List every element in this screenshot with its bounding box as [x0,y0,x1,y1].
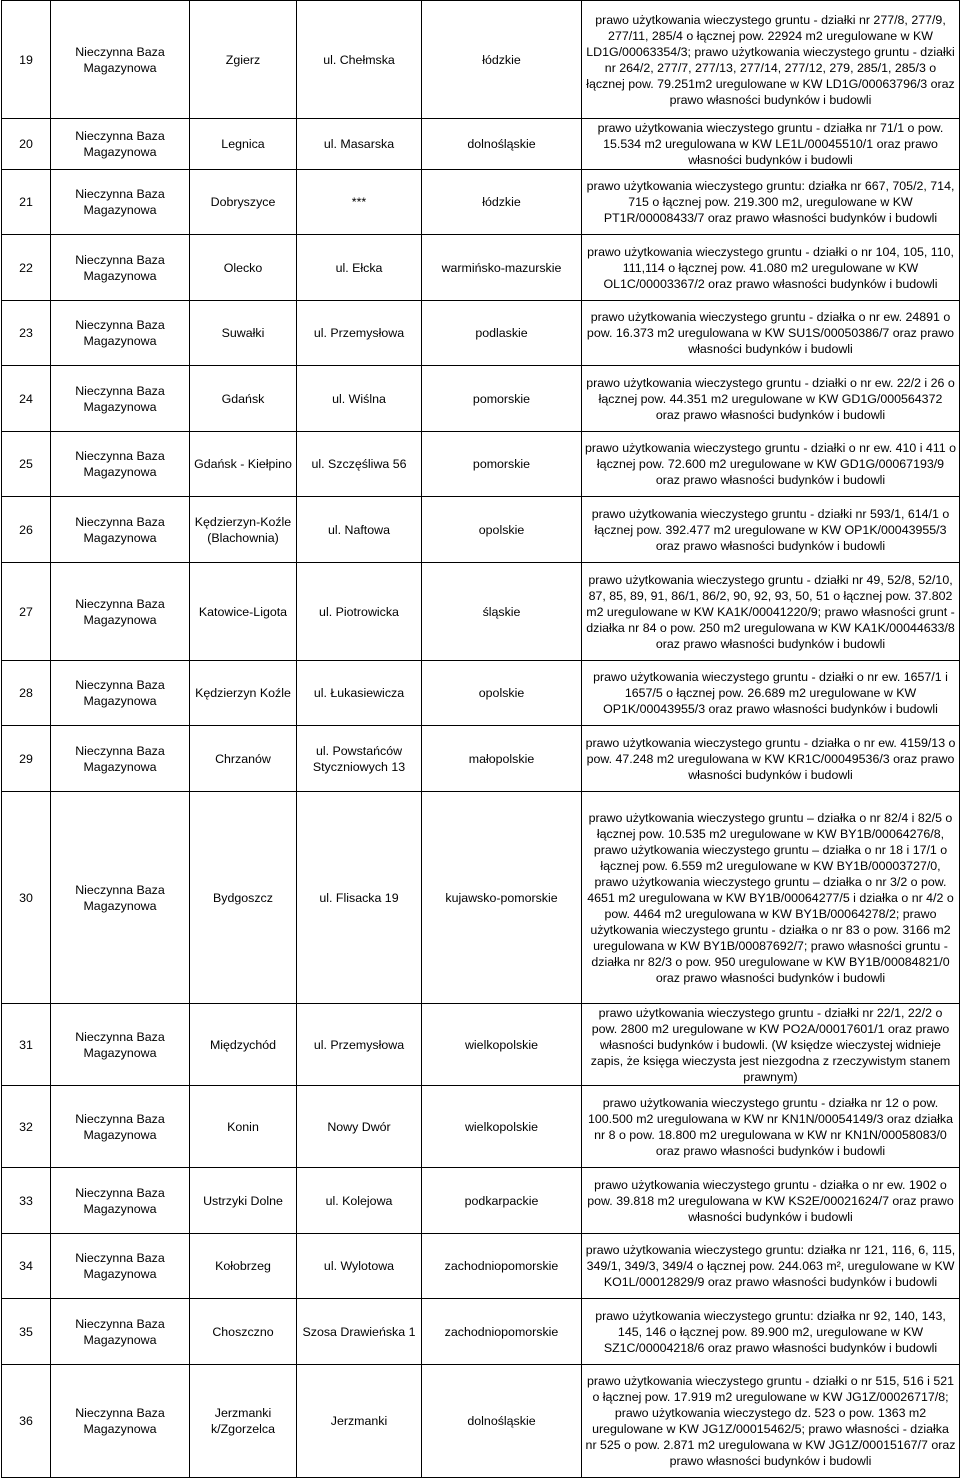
voivodeship-cell: łódzkie [422,170,582,235]
land-rights-description: prawo użytkowania wieczystego gruntu: działka nr 121, 116, 6, 115, 349/1, 349/3, 349/4 o łącznej pow. 244.063 m², uregulowane w KW KO1L/00012829/9 oraz prawo własności budynków i budowli [582,1234,960,1299]
voivodeship-cell: podlaskie [422,301,582,366]
table-row [2,1234,960,1299]
street-cell: Nowy Dwór [297,1086,422,1168]
land-rights-description: prawo użytkowania wieczystego gruntu - działki o nr ew. 22/2 i 26 o łącznej pow. 44.351 m2 uregulowane w KW GD1G/000564372 oraz prawo własności budynków i budowli [582,366,960,432]
property-name: Nieczynna Baza Magazynowa [51,661,190,726]
city-cell: Dobryszyce [190,170,297,235]
property-name: Nieczynna Baza Magazynowa [51,235,190,301]
city-cell: Kędzierzyn Koźle [190,661,297,726]
property-table-body [2,1,960,1478]
row-number: 22 [2,235,51,301]
row-number: 35 [2,1299,51,1365]
table-row [2,1299,960,1365]
table-row [2,301,960,366]
city-cell: Legnica [190,119,297,170]
property-name: Nieczynna Baza Magazynowa [51,301,190,366]
voivodeship-cell: dolnośląskie [422,119,582,170]
land-rights-description: prawo użytkowania wieczystego gruntu - działki o nr 515, 516 i 521 o łącznej pow. 17.919 m2 uregulowane w KW JG1Z/00026717/8; prawo użytkowania wieczystego dz. 523 o pow. 1363 m2 uregulowane w KW JG1Z/00015462/5; prawo własności - działka nr 525 o pow. 2.871 m2 uregulowana w KW JG1Z/00015167/7 oraz prawo własności budynków i budowli [582,1365,960,1478]
row-number: 25 [2,432,51,497]
row-number: 32 [2,1086,51,1168]
land-rights-description: prawo użytkowania wieczystego gruntu - działki o nr ew. 1657/1 i 1657/5 o łącznej pow. 26.689 m2 uregulowane w KW OP1K/00043955/3 oraz prawo własności budynków i budowli [582,661,960,726]
table-row [2,432,960,497]
street-cell: ul. Wylotowa [297,1234,422,1299]
property-table [1,0,960,1478]
city-cell: Katowice-Ligota [190,563,297,661]
city-cell: Kołobrzeg [190,1234,297,1299]
row-number: 33 [2,1168,51,1234]
street-cell: ul. Powstańców Styczniowych 13 [297,726,422,792]
voivodeship-cell: opolskie [422,497,582,563]
voivodeship-cell: dolnośląskie [422,1365,582,1478]
voivodeship-cell: podkarpackie [422,1168,582,1234]
street-cell: ul. Kolejowa [297,1168,422,1234]
row-number: 23 [2,301,51,366]
property-name: Nieczynna Baza Magazynowa [51,432,190,497]
city-cell: Choszczno [190,1299,297,1365]
row-number: 28 [2,661,51,726]
table-row [2,1004,960,1086]
land-rights-description: prawo użytkowania wieczystego gruntu – działka o nr 82/4 i 82/5 o łącznej pow. 10.535 m2 uregulowane w KW BY1B/00064276/8, prawo użytkowania wieczystego gruntu – działka o nr 18 i 17/1 o łącznej pow. 6.559 m2 uregulowane w KW BY1B/00003727/0, prawo użytkowania wieczystego gruntu – działka o nr 3/2 o pow. 4651 m2 uregulowana w KW BY1B/00064277/5 i działka o nr 4/2 o pow. 4464 m2 uregulowana w KW BY1B/00064278/2; prawo użytkowania wieczystego gruntu - działka o nr 83 o pow. 3166 m2 uregulowana w KW BY1B/00087692/7; prawo własności gruntu - działka nr 82/3 o pow. 950 uregulowane w KW BY1B/00084821/0 oraz prawo własności budynków i budowli [582,792,960,1004]
city-cell: Konin [190,1086,297,1168]
city-cell: Gdańsk [190,366,297,432]
property-name: Nieczynna Baza Magazynowa [51,1086,190,1168]
voivodeship-cell: śląskie [422,563,582,661]
table-row [2,366,960,432]
property-name: Nieczynna Baza Magazynowa [51,1365,190,1478]
land-rights-description: prawo użytkowania wieczystego gruntu - działka nr 71/1 o pow. 15.534 m2 uregulowana w KW LE1L/00045510/1 oraz prawo własności budynków i budowli [582,119,960,170]
table-row [2,119,960,170]
city-cell: Suwałki [190,301,297,366]
row-number: 20 [2,119,51,170]
property-name: Nieczynna Baza Magazynowa [51,563,190,661]
voivodeship-cell: pomorskie [422,366,582,432]
row-number: 30 [2,792,51,1004]
row-number: 34 [2,1234,51,1299]
street-cell: ul. Szczęśliwa 56 [297,432,422,497]
city-cell: Kędzierzyn-Koźle (Blachownia) [190,497,297,563]
land-rights-description: prawo użytkowania wieczystego gruntu - działki nr 22/1, 22/2 o pow. 2800 m2 uregulowane w KW PO2A/00017601/1 oraz prawo własności budynków i budowli. (W księdze wieczystej widnieje zapis, że księga wieczysta jest niezgodna z rzeczywistym stanem prawnym) [582,1004,960,1086]
land-rights-description: prawo użytkowania wieczystego gruntu - działki o nr 104, 105, 110, 111,114 o łącznej pow. 41.080 m2 uregulowane w KW OL1C/00003367/2 oraz prawo własności budynków i budowli [582,235,960,301]
property-name: Nieczynna Baza Magazynowa [51,119,190,170]
table-row [2,1365,960,1478]
table-row [2,170,960,235]
city-cell: Bydgoszcz [190,792,297,1004]
voivodeship-cell: pomorskie [422,432,582,497]
land-rights-description: prawo użytkowania wieczystego gruntu - działki o nr ew. 410 i 411 o łącznej pow. 72.600 m2 uregulowane w KW GD1G/00067193/9 oraz prawo własności budynków i budowli [582,432,960,497]
land-rights-description: prawo użytkowania wieczystego gruntu - działka o nr ew. 24891 o pow. 16.373 m2 uregulowana w KW SU1S/00050386/7 oraz prawo własności budynków i budowli [582,301,960,366]
voivodeship-cell: małopolskie [422,726,582,792]
table-row [2,661,960,726]
row-number: 36 [2,1365,51,1478]
table-row [2,1168,960,1234]
property-name: Nieczynna Baza Magazynowa [51,1004,190,1086]
street-cell: ul. Naftowa [297,497,422,563]
street-cell: ul. Piotrowicka [297,563,422,661]
land-rights-description: prawo użytkowania wieczystego gruntu: działka nr 92, 140, 143, 145, 146 o łącznej pow. 89.900 m2, uregulowane w KW SZ1C/00004218/6 oraz prawo własności budynków i budowli [582,1299,960,1365]
property-name: Nieczynna Baza Magazynowa [51,1299,190,1365]
property-name: Nieczynna Baza Magazynowa [51,1168,190,1234]
row-number: 29 [2,726,51,792]
property-name: Nieczynna Baza Magazynowa [51,792,190,1004]
property-name: Nieczynna Baza Magazynowa [51,1,190,119]
property-name: Nieczynna Baza Magazynowa [51,1234,190,1299]
row-number: 31 [2,1004,51,1086]
row-number: 19 [2,1,51,119]
table-row [2,563,960,661]
property-name: Nieczynna Baza Magazynowa [51,170,190,235]
street-cell: ul. Wiślna [297,366,422,432]
street-cell: Szosa Drawieńska 1 [297,1299,422,1365]
land-rights-description: prawo użytkowania wieczystego gruntu - działka o nr ew. 1902 o pow. 39.818 m2 uregulowana w KW KS2E/00021624/7 oraz prawo własności budynków i budowli [582,1168,960,1234]
land-rights-description: prawo użytkowania wieczystego gruntu: działka nr 667, 705/2, 714, 715 o łącznej pow. 219.300 m2, uregulowane w KW PT1R/00008433/7 oraz prawo własności budynków i budowli [582,170,960,235]
row-number: 26 [2,497,51,563]
land-rights-description: prawo użytkowania wieczystego gruntu - działka o nr ew. 4159/13 o pow. 47.248 m2 uregulowana w KW KR1C/00049536/3 oraz prawo własności budynków i budowli [582,726,960,792]
table-row [2,792,960,1004]
street-cell: ul. Masarska [297,119,422,170]
street-cell: ul. Flisacka 19 [297,792,422,1004]
table-row [2,235,960,301]
city-cell: Chrzanów [190,726,297,792]
table-row [2,497,960,563]
voivodeship-cell: warmińsko-mazurskie [422,235,582,301]
property-name: Nieczynna Baza Magazynowa [51,366,190,432]
table-row [2,1086,960,1168]
street-cell: ul. Przemysłowa [297,1004,422,1086]
voivodeship-cell: zachodniopomorskie [422,1299,582,1365]
row-number: 27 [2,563,51,661]
city-cell: Olecko [190,235,297,301]
city-cell: Gdańsk - Kiełpino [190,432,297,497]
property-name: Nieczynna Baza Magazynowa [51,726,190,792]
voivodeship-cell: wielkopolskie [422,1086,582,1168]
voivodeship-cell: łódzkie [422,1,582,119]
street-cell: ul. Łukasiewicza [297,661,422,726]
city-cell: Zgierz [190,1,297,119]
land-rights-description: prawo użytkowania wieczystego gruntu - działki nr 49, 52/8, 52/10, 87, 85, 89, 91, 86/1, 86/2, 90, 92, 93, 50, 51 o łącznej pow. 37.802 m2 uregulowane w KW KA1K/00041220/9; prawo własności grunt - działka nr 84 o pow. 250 m2 uregulowana w KW KA1K/00044633/8 oraz prawo własności budynków i budowli [582,563,960,661]
property-name: Nieczynna Baza Magazynowa [51,497,190,563]
street-cell: *** [297,170,422,235]
city-cell: Jerzmanki k/Zgorzelca [190,1365,297,1478]
row-number: 21 [2,170,51,235]
table-row [2,726,960,792]
voivodeship-cell: opolskie [422,661,582,726]
street-cell: Jerzmanki [297,1365,422,1478]
city-cell: Międzychód [190,1004,297,1086]
voivodeship-cell: kujawsko-pomorskie [422,792,582,1004]
land-rights-description: prawo użytkowania wieczystego gruntu - działka nr 12 o pow. 100.500 m2 uregulowana w KW nr KN1N/00054149/3 oraz działka nr 8 o pow. 18.800 m2 uregulowana w KW nr KN1N/00058083/0 oraz prawo własności budynków i budowli [582,1086,960,1168]
street-cell: ul. Przemysłowa [297,301,422,366]
street-cell: ul. Ełcka [297,235,422,301]
voivodeship-cell: zachodniopomorskie [422,1234,582,1299]
voivodeship-cell: wielkopolskie [422,1004,582,1086]
land-rights-description: prawo użytkowania wieczystego gruntu - działki nr 593/1, 614/1 o łącznej pow. 392.477 m2 uregulowane w KW OP1K/00043955/3 oraz prawo własności budynków i budowli [582,497,960,563]
land-rights-description: prawo użytkowania wieczystego gruntu - działki nr 277/8, 277/9, 277/11, 285/4 o łącznej pow. 22924 m2 uregulowane w KW LD1G/00063354/3; prawo użytkowania wieczystego gruntu - działki nr 264/2, 277/7, 277/13, 277/14, 277/12, 279, 285/1, 285/3 o łącznej pow. 79.251m2 uregulowane w KW LD1G/00063796/3 oraz prawo własności budynków i budowli [582,1,960,119]
table-row [2,1,960,119]
city-cell: Ustrzyki Dolne [190,1168,297,1234]
row-number: 24 [2,366,51,432]
street-cell: ul. Chełmska [297,1,422,119]
